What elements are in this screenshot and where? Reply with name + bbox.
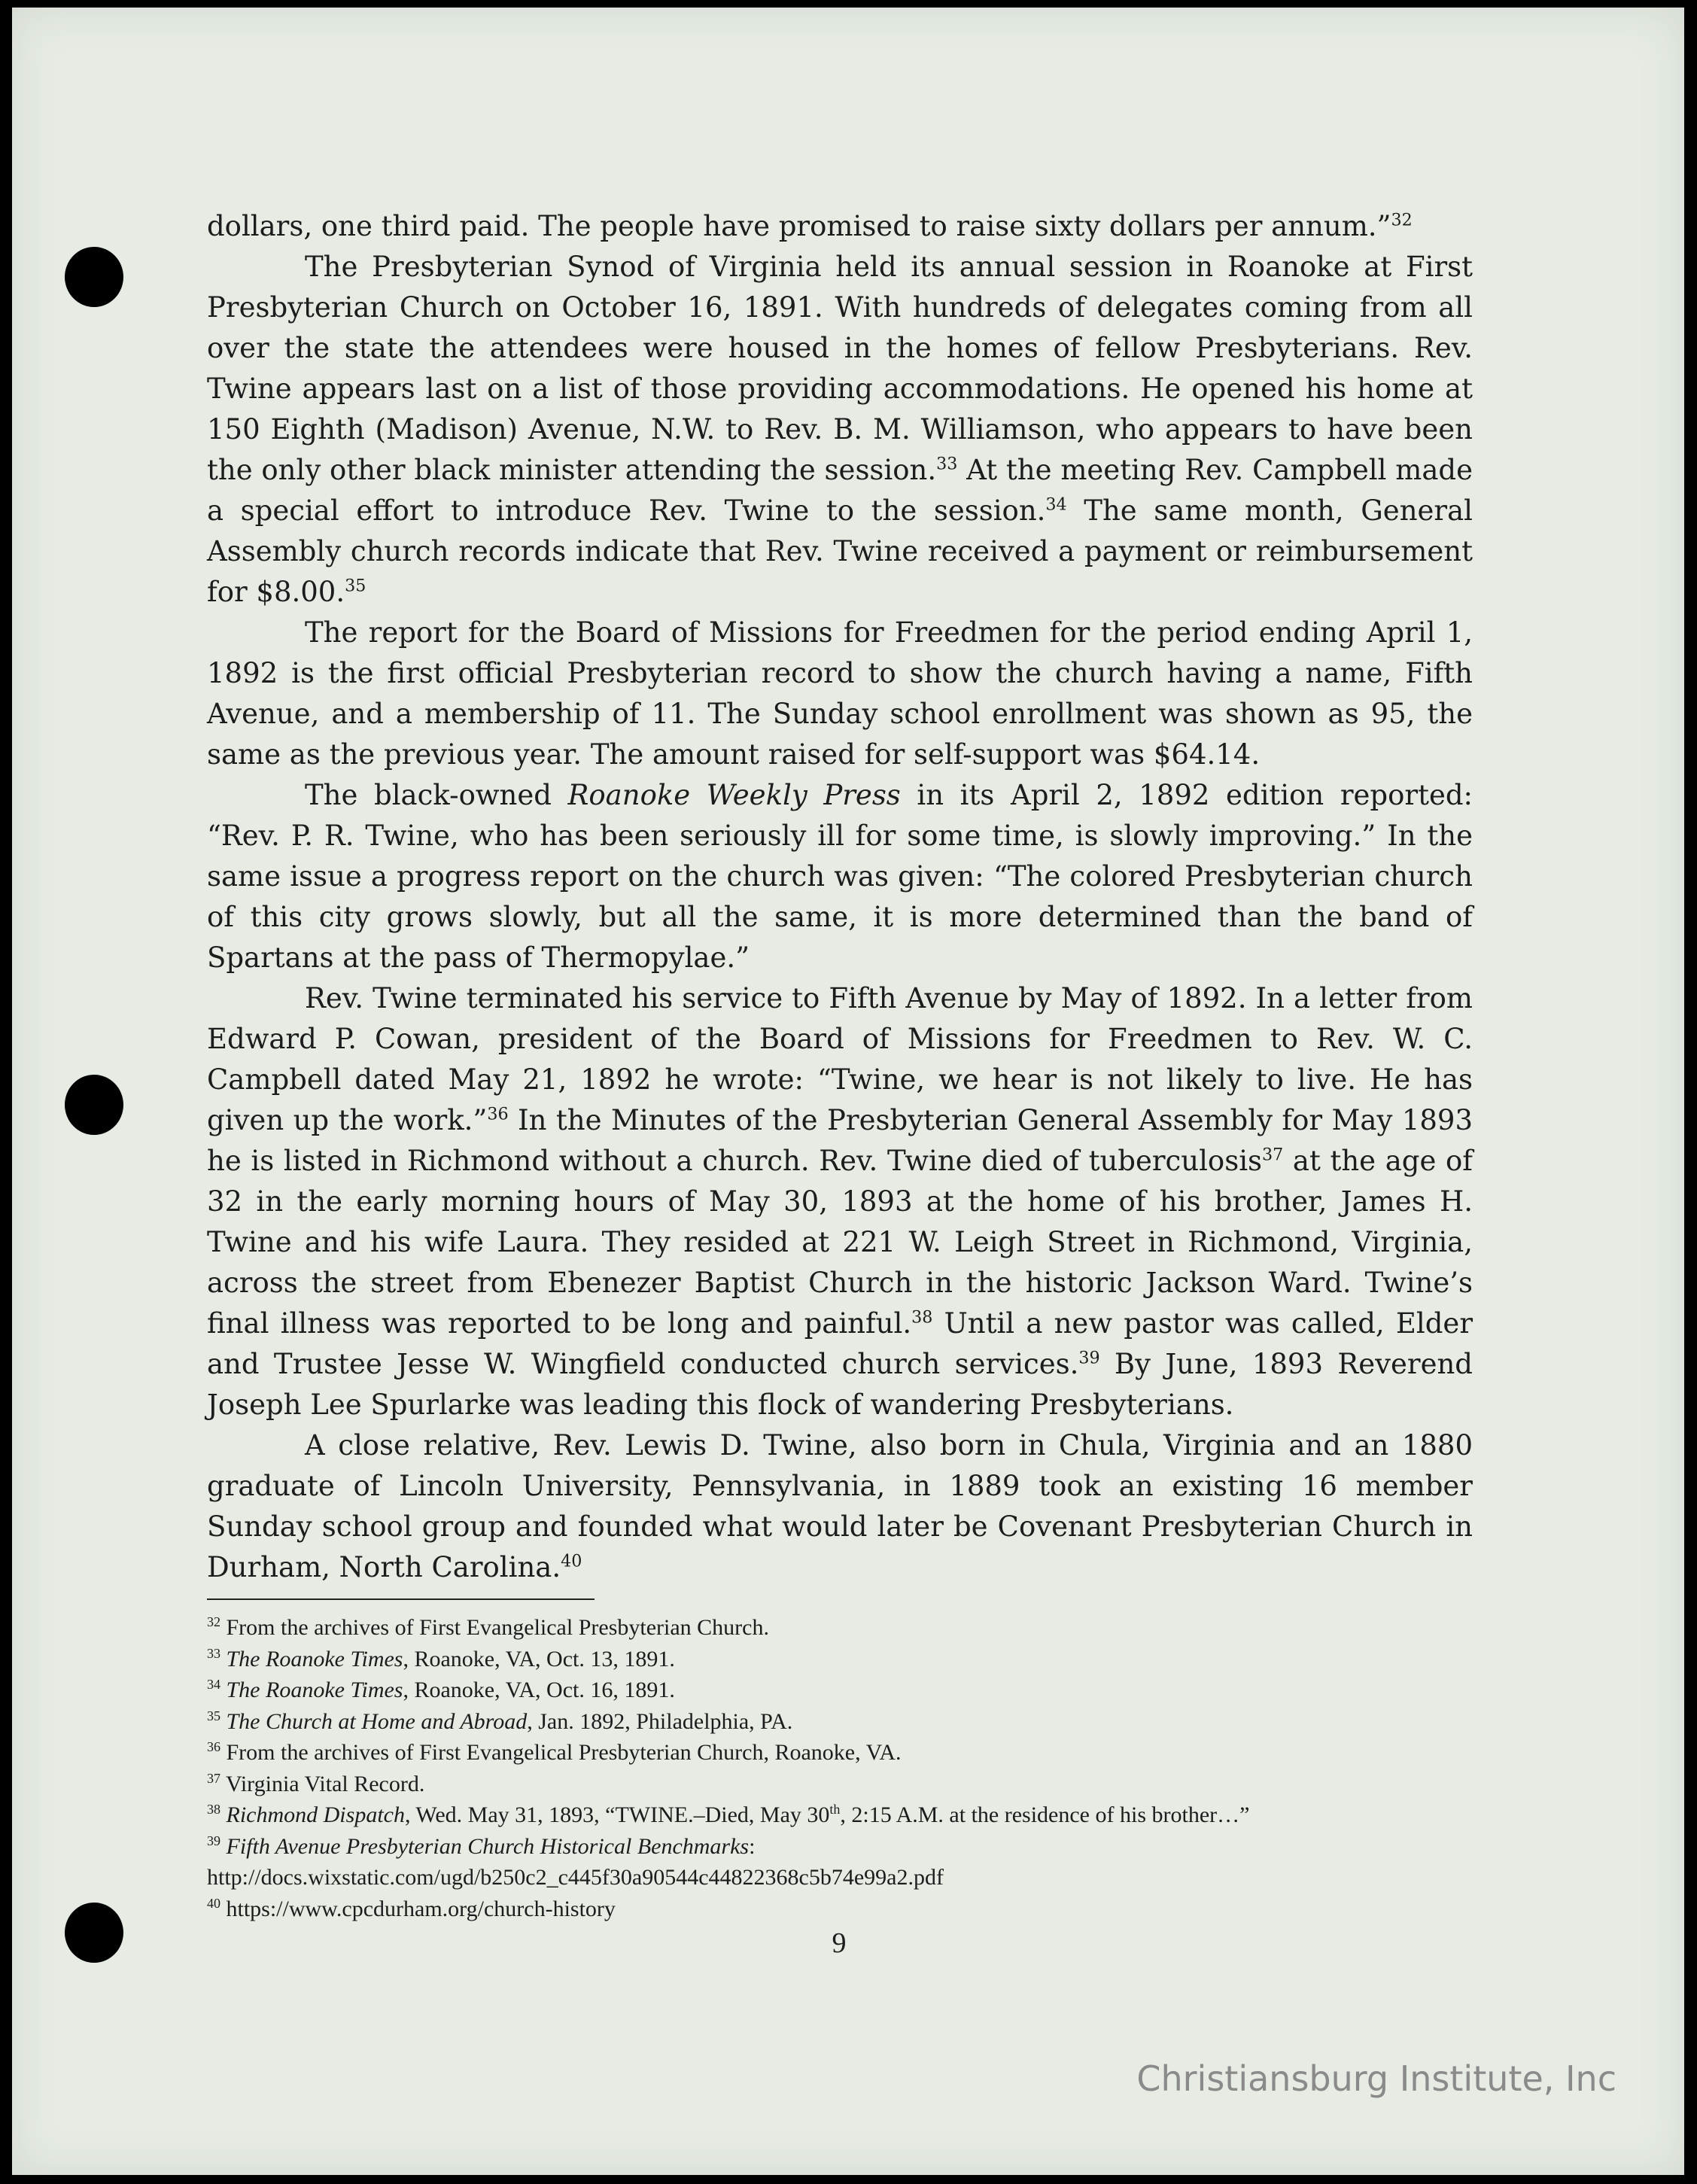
- footnote-ref-38: 38: [911, 1307, 933, 1328]
- footnote-ref-35: 35: [345, 576, 366, 596]
- footnote-37: $^{37}$ Virginia Vital Record.: [207, 1770, 425, 1796]
- footnote-separator: [207, 1598, 595, 1600]
- paragraph-lewis-twine: A close relative, Rev. Lewis D. Twine, also born in Chula, Virginia and an 1880 graduate of Lincoln University, Pennsylvania, in 1889 took an existing 16 member Sunday school group and founded what would later be Covenant Presbyterian Church in Durham, North Carolina.$^{40}$: [207, 1429, 1473, 1583]
- page-number: 9: [832, 1927, 847, 1959]
- paragraph-weekly-press: The black-owned Roanoke Weekly Press in its April 2, 1892 edition reported: “Rev. P. R. Twine, who has been seriously ill for some time, is slowly improving.” In the same issue a progress report on the church was given: “The colored Presbyterian church of this city grows slowly, but all the same, it is more determined than the band of Spartans at the pass of Thermopylae.”: [207, 779, 1473, 974]
- paragraph-board-report: The report for the Board of Missions for Freedmen for the period ending April 1, 1892 is the first official Presbyterian record to show the church having a name, Fifth Avenue, and a membership of 11. The Sunday school enrollment was shown as 95, the same as the previous year. The amount raised for self-support was $64.14.: [207, 616, 1473, 771]
- footnote-33: $^{33}$ The Roanoke Times, Roanoke, VA, Oct. 13, 1891.: [207, 1645, 675, 1671]
- paragraph-twine-death: Rev. Twine terminated his service to Fifth Avenue by May of 1892. In a letter from Edward P. Cowan, president of the Board of Missions for Freedmen to Rev. W. C. Campbell dated May 21, 1892 he wrote: “Twine, we hear is not likely to live. He has given up the work.”$^{36}$ In the Minutes of the Presbyterian General Assembly for May 1893 he is listed in Richmond without a church. Rev. Twine died of tuberculosis$^{37}$ at the age of 32 in the early morning hours of May 30, 1893 at the home of his brother, James H. Twine and his wife Laura. They resided at 221 W. Leigh Street in Richmond, Virginia, across the street from Ebenezer Baptist Church in the historic Jackson Ward. Twine’s final illness was reported to be long and painful.$^{38}$ Until a new pastor was called, Elder and Trustee Jesse W. Wingfield conducted church services.$^{39}$ By June, 1893 Reverend Joseph Lee Spurlarke was leading this flock of wandering Presbyterians.: [207, 982, 1473, 1421]
- footnote-34: $^{34}$ The Roanoke Times, Roanoke, VA, Oct. 16, 1891.: [207, 1677, 675, 1702]
- punch-hole-bottom: [65, 1903, 123, 1963]
- footnote-ref-36: 36: [487, 1104, 509, 1124]
- watermark: Christiansburg Institute, Inc: [1136, 2058, 1616, 2099]
- punch-hole-middle: [65, 1075, 123, 1135]
- paragraph-0: dollars, one third paid. The people have promised to raise sixty dollars per annum.”$^{32}$: [207, 210, 1413, 242]
- paragraph-synod: The Presbyterian Synod of Virginia held its annual session in Roanoke at First Presbyterian Church on October 16, 1891. With hundreds of delegates coming from all over the state the attendees were housed in the homes of fellow Presbyterians. Rev. Twine appears last on a list of those providing accommodations. He opened his home at 150 Eighth (Madison) Avenue, N.W. to Rev. B. M. Williamson, who appears to have been the only other black minister attending the session.$^{33}$ At the meeting Rev. Campbell made a special effort to introduce Rev. Twine to the session.$^{34}$ The same month, General Assembly church records indicate that Rev. Twine received a payment or reimbursement for $8.00.35: [207, 251, 1473, 608]
- footnote-36: $^{36}$ From the archives of First Evangelical Presbyterian Church, Roanoke, VA.: [207, 1739, 902, 1765]
- footnotes: [207, 1612, 1486, 1924]
- footnote-39-url[interactable]: http://docs.wixstatic.com/ugd/b250c2_c445f30a90544c44822368c5b74e99a2.pdf: [207, 1865, 944, 1890]
- footnote-39: $^{39}$ Fifth Avenue Presbyterian Church Historical Benchmarks:: [207, 1833, 756, 1859]
- footnote-ref-40: 40: [561, 1551, 582, 1571]
- footnote-32: $^{32}$ From the archives of First Evangelical Presbyterian Church.: [207, 1614, 769, 1640]
- footnote-ref-39: 39: [1078, 1348, 1100, 1368]
- footnote-35: $^{35}$ The Church at Home and Abroad, Jan. 1892, Philadelphia, PA.: [207, 1708, 793, 1734]
- footnote-ref-32: 32: [1391, 210, 1413, 230]
- footnote-ref-33: 33: [936, 454, 958, 474]
- footnote-ref-34: 34: [1045, 494, 1067, 515]
- footnote-ref-37: 37: [1262, 1145, 1284, 1165]
- punch-hole-top: [65, 247, 123, 307]
- body-text: [207, 206, 1473, 1588]
- footnote-38: $^{38}$ Richmond Dispatch, Wed. May 31, 1893, “TWINE.–Died, May 30th, 2:15 A.M. at the residence of his brother…”: [207, 1802, 1250, 1827]
- footnote-40: $^{40}$ https://www.cpcdurham.org/church-history: [207, 1895, 616, 1921]
